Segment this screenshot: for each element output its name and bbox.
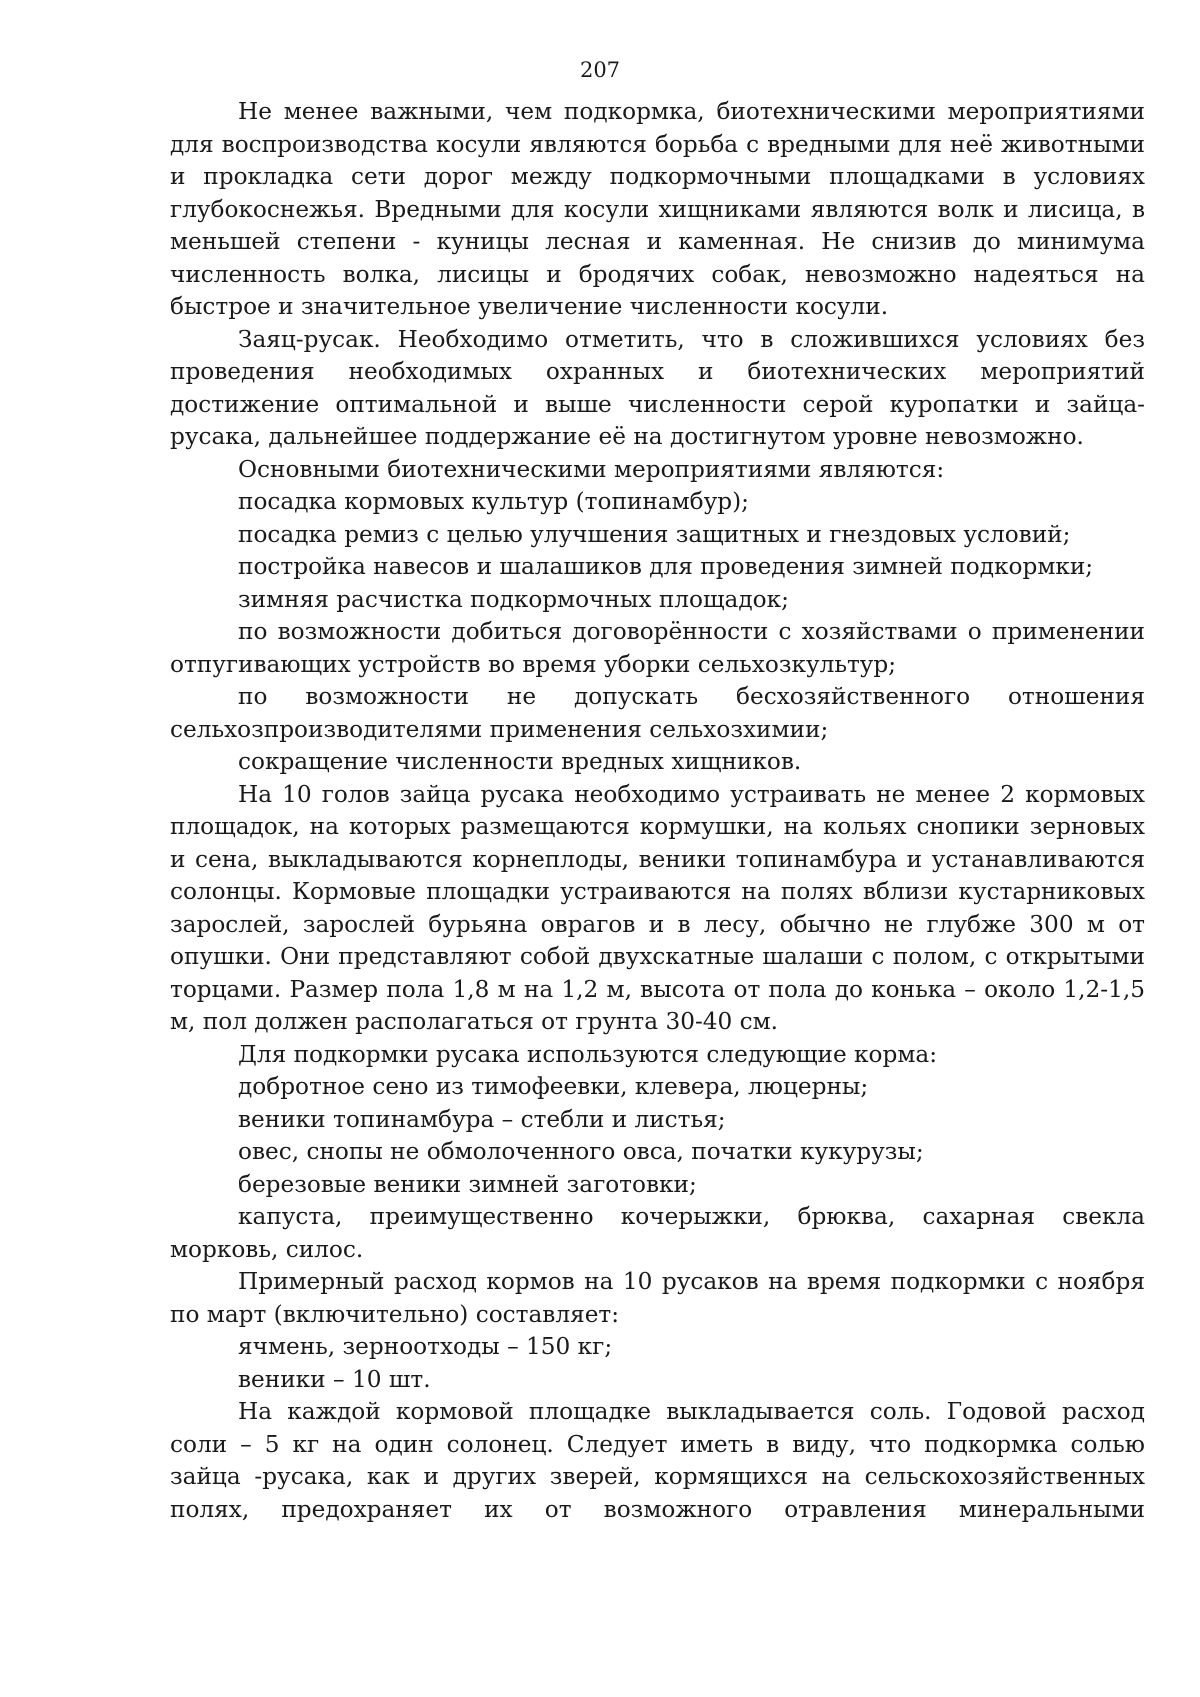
list-item: березовые веники зимней заготовки; [238,1170,697,1198]
list-item: сокращение численности вредных хищников. [238,748,802,775]
paragraph: На каждой кормовой площадке выкладывается соль. Годовой расход соли – 5 кг на один солонец. Следует иметь в виду, что подкормка солью зайца -русака, как и других зверей, кормящихся на сельскохозяйственных полях, предохраняет их от возможного отравления минеральными [170,1398,1145,1523]
list-item: веники – 10 шт. [238,1365,431,1393]
list-item: постройка навесов и шалашиков для проведения зимней подкормки; [238,553,1094,580]
paragraph: Для подкормки русака используются следующие корма: [238,1040,938,1068]
list-item: ячмень, зерноотходы – 150 кг; [238,1333,613,1360]
list-item: капуста, преимущественно кочерыжки, брюква, сахарная свекла морковь, силос. [170,1203,1145,1263]
list-item: посадка ремиз с целью улучшения защитных и гнездовых условий; [238,520,1071,548]
list-item: посадка кормовых культур (топинамбур); [238,488,749,515]
paragraph: Основными биотехническими мероприятиями являются: [238,455,945,483]
list-item: по возможности не допускать бесхозяйственного отношения сельхозпроизводителями применения сельхозхимии; [170,683,1145,743]
list-item: овес, снопы не обмолоченного овса, початки кукурузы; [238,1138,924,1165]
list-item: зимняя расчистка подкормочных площадок; [238,585,789,613]
list-item: добротное сено из тимофеевки, клевера, люцерны; [238,1073,869,1100]
paragraph: Не менее важными, чем подкормка, биотехническими мероприятиями для воспроизводства косули являются борьба с вредными для неё животными и прокладка сети дорог между подкормочными площадками в условиях глубокоснежья. Вредными для косули хищниками являются волк и лисица, в меньшей степени - куницы лесная и каменная. Не снизив до минимума численность волка, лисицы и бродячих собак, невозможно надеяться на быстрое и значительное увеличение численности косули. [170,98,1145,320]
list-item: по возможности добиться договорённости с хозяйствами о применении отпугивающих устройств во время уборки сельхозкультур; [170,618,1145,678]
document-body [170,96,1145,1526]
page-number: 207 [579,58,621,82]
paragraph: На 10 голов зайца русака необходимо устраивать не менее 2 кормовых площадок, на которых размещаются кормушки, на кольях снопики зерновых и сена, выкладываются корнеплоды, веники топинамбура и устанавливаются солонцы. Кормовые площадки устраиваются на полях вблизи кустарниковых зарослей, зарослей бурьяна оврагов и в лесу, обычно не глубже 300 м от опушки. Они представляют собой двухскатные шалаши с полом, с открытыми торцами. Размер пола 1,8 м на 1,2 м, высота от пола до конька – около 1,2-1,5 м, пол должен располагаться от грунта 30-40 см. [170,780,1145,1035]
list-item: веники топинамбура – стебли и листья; [238,1105,726,1133]
paragraph: Заяц-русак. Необходимо отметить, что в сложившихся условиях без проведения необходимых охранных и биотехнических мероприятий достижение оптимальной и выше численности серой куропатки и зайца-русака, дальнейшее поддержание её на достигнутом уровне невозможно. [170,325,1145,450]
paragraph: Примерный расход кормов на 10 русаков на время подкормки с ноября по март (включительно) составляет: [170,1268,1145,1328]
